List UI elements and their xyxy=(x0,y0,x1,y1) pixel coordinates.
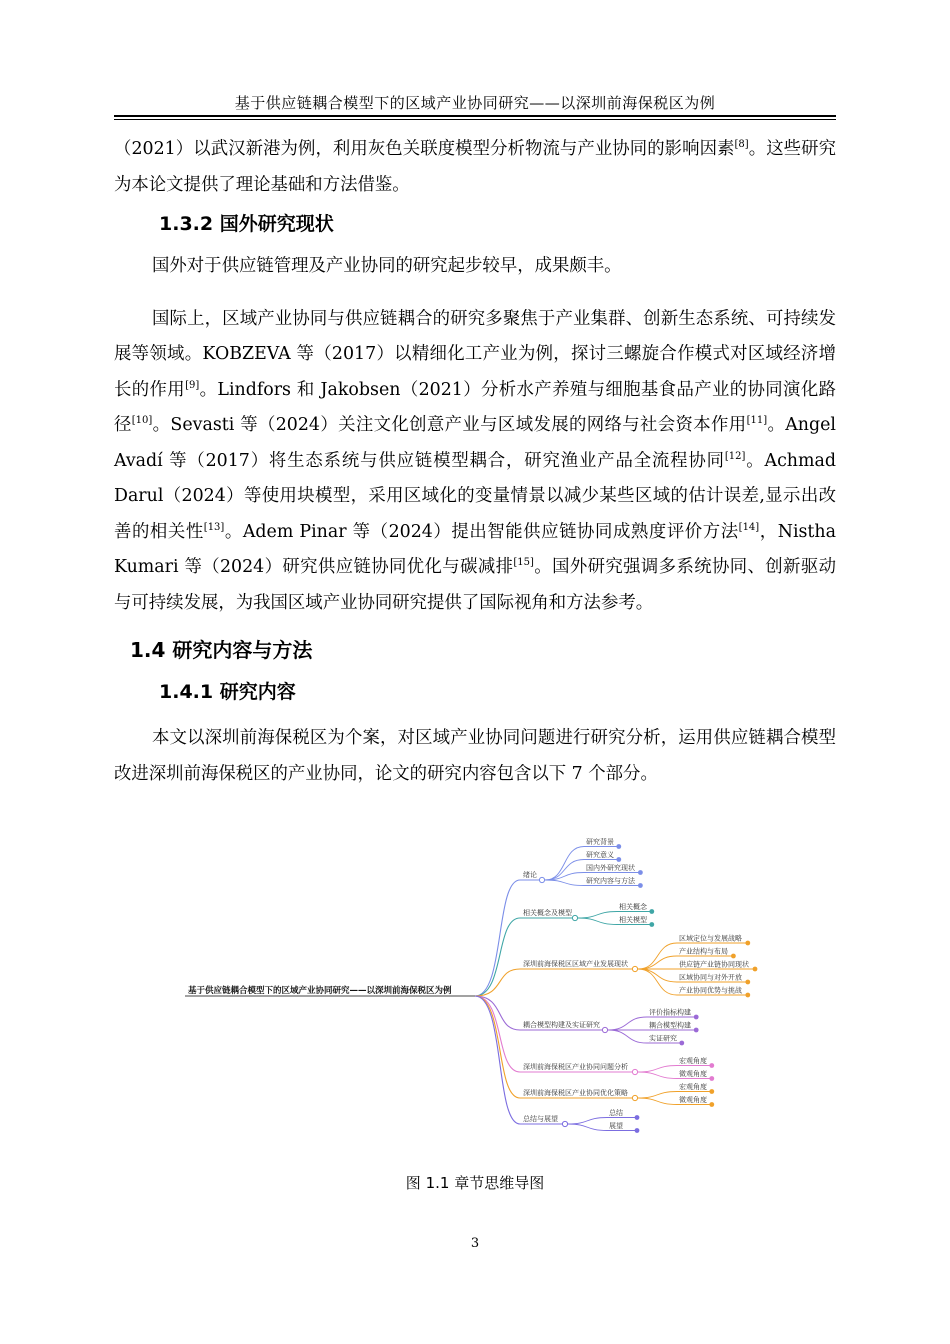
leaf-connector xyxy=(608,1017,647,1030)
leaf-node xyxy=(635,1128,640,1133)
leaf-label: 评价指标构建 xyxy=(649,1008,691,1017)
leaf-label: 耦合模型构建 xyxy=(649,1021,691,1030)
branch-label: 深圳前海保税区产业协同优化策略 xyxy=(523,1089,628,1097)
text: 。这些研究为本论文提供了理论基础和方法借鉴。 xyxy=(114,139,836,195)
leaf-label: 宏观角度 xyxy=(679,1083,707,1091)
leaf-label: 总结 xyxy=(609,1109,623,1117)
paragraph-intro: 国外对于供应链管理及产业协同的研究起步较早，成果颇丰。 xyxy=(152,256,622,276)
text: （2021）以武汉新港为例，利用灰色关联度模型分析物流与产业协同的影响因素 xyxy=(114,139,735,159)
leaf-node xyxy=(745,941,750,946)
heading-1-4: 1.4 研究内容与方法 xyxy=(130,638,313,662)
branch-label: 相关概念及模型 xyxy=(523,909,572,917)
leaf-label: 相关模型 xyxy=(619,916,647,924)
citation: [11] xyxy=(746,415,768,426)
paragraph-continued xyxy=(114,132,836,203)
citation: [8] xyxy=(734,139,749,150)
leaf-label: 研究背景 xyxy=(586,838,614,846)
leaf-connector xyxy=(638,1098,677,1105)
citation: [10] xyxy=(131,415,153,426)
branch-node xyxy=(632,966,637,971)
mindmap-root: 基于供应链耦合模型下的区域产业协同研究——以深圳前海保税区为例 xyxy=(188,986,452,996)
leaf-connector xyxy=(568,1124,607,1131)
leaf-connector xyxy=(638,1072,677,1079)
leaf-label: 展望 xyxy=(609,1122,623,1130)
citation: [13] xyxy=(203,521,225,533)
branch-label: 深圳前海保税区区域产业发展现状 xyxy=(523,960,628,968)
branch-label: 绪论 xyxy=(523,871,537,879)
header-rule-thin xyxy=(114,119,836,120)
leaf-node xyxy=(709,1076,714,1081)
leaf-node xyxy=(745,980,750,985)
citation: [14] xyxy=(738,521,760,533)
text: 。Adem Pinar 等（2024）提出智能供应链协同成熟度评价方法 xyxy=(224,521,739,542)
leaf-node xyxy=(709,1102,714,1107)
leaf-node xyxy=(616,844,621,849)
branch-connector xyxy=(475,880,520,996)
page-number: 3 xyxy=(470,1236,480,1251)
leaf-label: 宏观角度 xyxy=(679,1057,707,1065)
leaf-label: 微观角度 xyxy=(679,1096,707,1104)
branch-label: 深圳前海保税区产业协同问题分析 xyxy=(523,1063,628,1071)
leaf-label: 产业协同优势与挑战 xyxy=(679,986,742,995)
citation: [9] xyxy=(185,379,200,391)
leaf-connector xyxy=(568,1118,607,1125)
heading-1-4-1: 1.4.1 研究内容 xyxy=(159,681,296,703)
text: 。Sevasti 等（2024）关注文化创意产业与区域发展的网络与社会资本作用 xyxy=(152,415,747,435)
leaf-node xyxy=(638,870,643,875)
branch-label: 耦合模型构建及实证研究 xyxy=(523,1021,600,1029)
leaf-node xyxy=(679,1041,684,1046)
leaf-label: 微观角度 xyxy=(679,1070,707,1078)
text: 国际上，区域产业协同与供应链耦合的研究多聚焦于产业集群、创新生态系统、可持续发展等领域。KOBZEVA 等（2017）以精细化工产业为例，探讨三螺旋合作模式对区域经济增长的作用 xyxy=(114,308,836,400)
leaf-label: 产业结构与布局 xyxy=(679,947,728,956)
leaf-node xyxy=(731,954,736,959)
body-text xyxy=(114,132,836,792)
leaf-connector xyxy=(545,847,584,881)
branch-node xyxy=(632,1069,637,1074)
branch-label: 总结与展望 xyxy=(523,1115,558,1123)
text: 。Lindfors 和 Jakobsen（2021）分析水产养殖与细胞基食品产业的协同演化路径 xyxy=(114,379,836,435)
leaf-node xyxy=(616,857,621,862)
text: ，Nistha Kumari 等（2024）研究供应链协同优化与碳减排 xyxy=(114,521,836,577)
leaf-label: 研究意义 xyxy=(586,851,614,859)
paragraph-international xyxy=(114,302,836,622)
leaf-node xyxy=(694,1028,699,1033)
leaf-connector xyxy=(638,969,677,982)
leaf-connector xyxy=(545,880,584,886)
branch-node xyxy=(562,1121,567,1126)
running-header: 基于供应链耦合模型下的区域产业协同研究——以深圳前海保税区为例 xyxy=(234,94,716,112)
leaf-node xyxy=(745,993,750,998)
leaf-node xyxy=(649,922,654,927)
text: 。Achmad Darul（2024）等使用块模型，采用区域化的变量情景以减少某些区域的估计误差,显示出改善的相关性 xyxy=(114,450,836,542)
leaf-node xyxy=(649,909,654,914)
leaf-label: 研究内容与方法 xyxy=(586,877,635,885)
leaf-node xyxy=(709,1063,714,1068)
leaf-connector xyxy=(578,912,617,919)
leaf-label: 国内外研究现状 xyxy=(586,864,635,872)
branch-connector xyxy=(475,996,520,1072)
leaf-label: 实证研究 xyxy=(649,1034,677,1043)
leaf-connector xyxy=(608,1030,647,1043)
leaf-connector xyxy=(638,1092,677,1099)
leaf-label: 相关概念 xyxy=(619,903,647,911)
paragraph-research-content: 本文以深圳前海保税区为个案，对区域产业协同问题进行研究分析，运用供应链耦合模型改进深圳前海保税区的产业协同，论文的研究内容包含以下 7 个部分。 xyxy=(114,728,836,784)
text: 。Angel Avadí 等（2017）将生态系统与供应链模型耦合，研究渔业产品全流程协同 xyxy=(114,415,836,471)
header-rule xyxy=(114,115,836,117)
text: 。国外研究强调多系统协同、创新驱动与可持续发展，为我国区域产业协同研究提供了国际视角和方法参考。 xyxy=(114,557,836,613)
branch-node xyxy=(632,1095,637,1100)
branch-node xyxy=(602,1027,607,1032)
leaf-connector xyxy=(638,1066,677,1073)
branch-node xyxy=(572,915,577,920)
leaf-node xyxy=(709,1089,714,1094)
heading-1-3-2: 1.3.2 国外研究现状 xyxy=(159,213,334,235)
leaf-connector xyxy=(638,956,677,969)
branch-connector xyxy=(475,996,520,1124)
leaf-connector xyxy=(578,918,617,925)
citation: [12] xyxy=(724,450,746,462)
citation: [15] xyxy=(513,557,534,568)
figure-caption: 图 1.1 章节思维导图 xyxy=(405,1174,545,1192)
branch-connector xyxy=(475,969,520,996)
leaf-node xyxy=(753,967,758,972)
leaf-label: 区域协同与对外开放 xyxy=(679,973,742,982)
leaf-node xyxy=(694,1015,699,1020)
leaf-label: 区域定位与发展战略 xyxy=(679,934,742,943)
branch-node xyxy=(539,877,544,882)
leaf-node xyxy=(635,1115,640,1120)
leaf-label: 供应链产业链协同现状 xyxy=(679,960,749,969)
leaf-node xyxy=(638,883,643,888)
mind-map-figure xyxy=(185,838,765,1135)
